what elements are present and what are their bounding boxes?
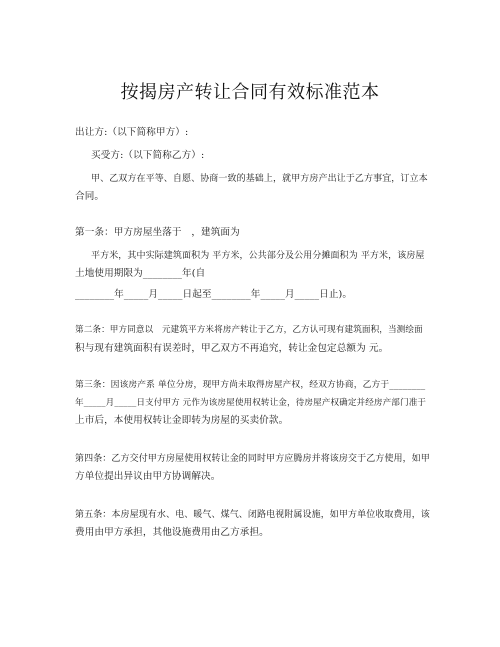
buyer-line: 买受方:（以下简称乙方）: [91, 150, 205, 161]
article-5-line-1: 第五条：本房屋现有水、电、暖气、煤气、闭路电视附属设施，如甲方单位收取费用，该 [75, 510, 430, 520]
article-3-line-3: 上市后，本使用权转让金即转为房屋的买卖价款。 [75, 415, 289, 426]
article-2-line-2: 积与现有建筑面积有误差时，甲乙双方不再追究，转让金包定总额为 元。 [75, 343, 389, 354]
article-1-line-1: 第一条：甲方房屋坐落于 ，建筑面为 [75, 227, 240, 238]
article-4-line-1: 第四条：乙方交付甲方房屋使用权转让金的同时甲方应腾房并将该房交于乙方使用，如甲 [75, 454, 430, 464]
preamble-line-2: 合同。 [75, 191, 105, 202]
article-1-line-3: 土地使用期限为________年(自 [75, 268, 206, 279]
article-1-line-4: ________年_____月_____日起至________年_____月_____日止)。 [75, 289, 353, 300]
article-3-line-2: 年_____月_____日支付甲方 元作为该房屋使用权转让金，待房屋产权确定并经房产部门准于 [75, 398, 427, 408]
article-3-line-1: 第三条：因该房产系 单位分房，现甲方尚未取得房屋产权，经双方协商，乙方于________ [75, 380, 426, 390]
article-2-line-1: 第二条：甲方同意以 元建筑平方米将房产转让于乙方，乙方认可现有建筑面积，当测绘面 [75, 325, 423, 335]
article-5-line-2: 费用由甲方承担，其他设施费用由乙方承担。 [75, 527, 269, 538]
preamble-line-1: 甲、乙双方在平等、自愿、协商一致的基础上，就甲方房产出让于乙方事宜，订立本 [91, 174, 428, 184]
article-4-line-2: 方单位提出异议由甲方协调解决。 [75, 471, 221, 482]
document-title: 按揭房产转让合同有效标准范本 [120, 82, 380, 103]
seller-line: 出让方:（以下简称甲方）: [75, 127, 189, 138]
article-1-line-2: 平方米，其中实际建筑面积为 平方米，公共部分及公用分摊面积为 平方米，该房屋 [91, 251, 425, 261]
